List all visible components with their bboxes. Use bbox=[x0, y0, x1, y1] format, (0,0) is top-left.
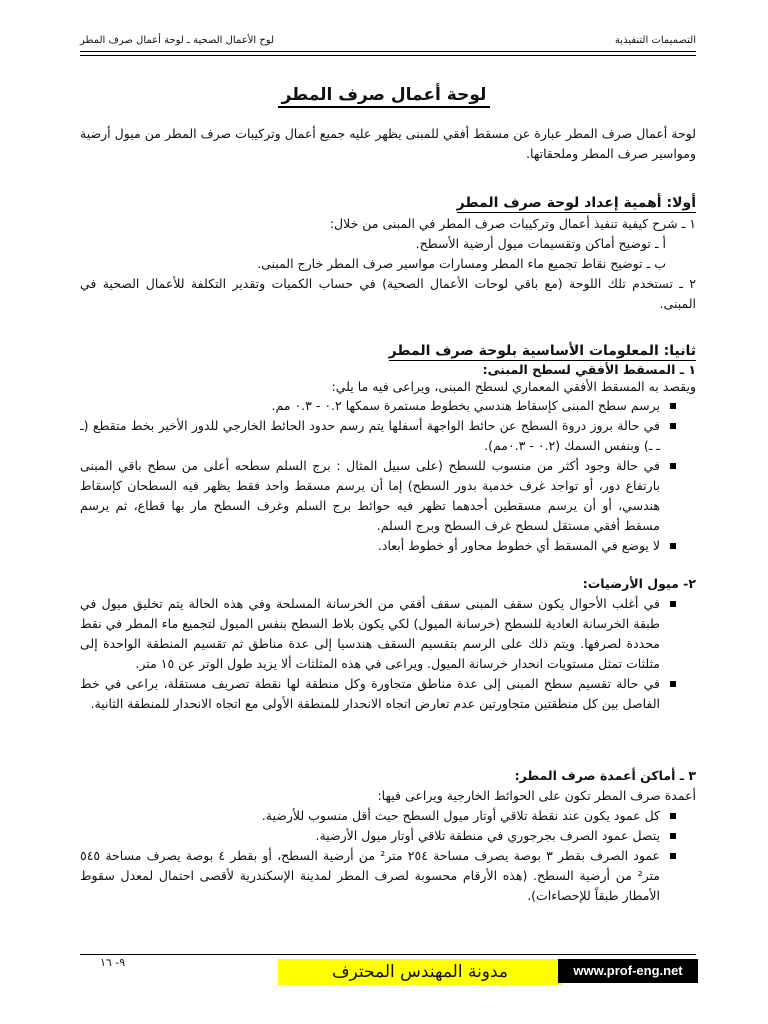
bullet-item: في أغلب الأحوال يكون سقف المبنى سقف أفقي من الخرسانة المسلحة وفي هذه الحالة يتم تخليق ميول في طبقة الخرسانة العادية للسطح (خرسانة الميول) لكي يكون بلاط السطح بنفس الميول لتجميع ماء المطر في نقط محددة لصرفها. ويتم ذلك على الرسم بتقسيم السقف هندسيا إلى عدة مناطق ثم تقسيم المنطقة الواحدة إلى مثلثات تمثل مستويات انحدار خرسانة الميول. ويراعى في هذه المثلثات ألا يزيد طول الوتر عن ١٥ متر. bbox=[80, 594, 676, 674]
page-title bbox=[0, 84, 768, 106]
subsection-2-list bbox=[80, 594, 696, 714]
intro-block bbox=[80, 124, 696, 164]
section-1-heading-text: : أهمية إعداد لوحة صرف المطر bbox=[456, 195, 673, 211]
section-2-heading-label: ثانيا bbox=[669, 343, 696, 359]
section-1-item: ٢ ـ تستخدم تلك اللوحة (مع باقي لوحات الأعمال الصحية) في حساب الكميات وتقدير التكلفة للأعمال الصحية في المبنى. bbox=[80, 276, 696, 311]
section-1 bbox=[80, 192, 696, 314]
subsection-2-title: ٢- ميول الأرضيات: bbox=[582, 576, 696, 591]
page-title-text: لوحة أعمال صرف المطر bbox=[278, 85, 491, 108]
page-number: ٩- ١٦ bbox=[100, 956, 126, 969]
header-rule-thin bbox=[80, 55, 696, 56]
bullet-item: في حالة وجود أكثر من منسوب للسطح (على سبيل المثال : برج السلم سطحه أعلى من سطح باقي المبنى بارتفاع دور، أو تواجد غرف خدمية بدور السطح) إما أن يرسم مسقط واحد فقط يظهر فيه السطحان كإسقاط هندسي، أو أن يرسم مسقطين أحدهما تظهر فيه حوائط برج السلم وغرف السطح مار بها قطاع، ثم يرسم مسقط أفقي مستقل لسطح غرف السطح وبرج السلم. bbox=[80, 456, 676, 536]
section-1-heading-label: أولا bbox=[672, 195, 696, 211]
bullet-item: في حالة بروز دروة السطح عن حائط الواجهة أسفلها يتم رسم حدود الحائط الخارجي للدور الأخير بخط متقطع (ـ ـ ـ) وبنفس السمك (٠.٢ - ٠.٣مم). bbox=[80, 416, 676, 456]
bullet-item: يتصل عمود الصرف بجرجوري في منطقة تلاقي أوتار ميول الأرضية. bbox=[80, 826, 676, 846]
section-1-heading bbox=[80, 192, 696, 214]
running-header bbox=[80, 33, 696, 49]
subsection-1-intro: ويقصد به المسقط الأفقي المعماري لسطح المبنى، ويراعى فيه ما يلي: bbox=[331, 379, 696, 394]
bullet-item: في حالة تقسيم سطح المبنى إلى عدة مناطق متجاورة وكل منطقة لها نقطة تصريف مستقلة، يراعى في خط الفاصل بين كل منطقتين متجاورتين عدم تعارض اتجاه الانحدار للمنطقة الأولى مع اتجاه الانحدار للمنطقة الثانية. bbox=[80, 674, 676, 714]
section-1-item: أ ـ توضيح أماكن وتقسيمات ميول أرضية الأسطح. bbox=[415, 236, 666, 251]
subsection-3-intro: أعمدة صرف المطر تكون على الحوائط الخارجية ويراعى فيها: bbox=[377, 788, 696, 803]
section-1-item: ١ ـ شرح كيفية تنفيذ أعمال وتركيبات صرف المطر في المبنى من خلال: bbox=[329, 216, 696, 231]
subsection-1-list bbox=[80, 396, 696, 556]
site-url-link[interactable]: www.prof-eng.net bbox=[558, 959, 698, 983]
section-2 bbox=[80, 340, 696, 556]
section-1-item: ب ـ توضيح نقاط تجميع ماء المطر ومسارات مواسير صرف المطر خارج المبنى. bbox=[257, 256, 666, 271]
subsection-2 bbox=[80, 574, 696, 714]
subsection-3-title: ٣ ـ أماكن أعمدة صرف المطر: bbox=[514, 768, 696, 783]
header-right-text: التصميمات التنفيذية bbox=[614, 35, 696, 46]
header-left-text: لوح الأعمال الصحية ـ لوحة أعمال صرف المطر bbox=[80, 35, 275, 46]
section-2-heading bbox=[80, 340, 696, 362]
section-2-heading-text: : المعلومات الأساسية بلوحة صرف المطر bbox=[388, 343, 670, 359]
bullet-item: يرسم سطح المبنى كإسقاط هندسي بخطوط مستمرة سمكها ٠.٢ - ٠.٣ مم. bbox=[80, 396, 676, 416]
intro-paragraph: لوحة أعمال صرف المطر عبارة عن مسقط أفقي للمبنى يظهر عليه جميع أعمال وتركيبات صرف المطر من ميول أرضية ومواسير صرف المطر وملحقاتها. bbox=[80, 126, 696, 161]
subsection-3-list bbox=[80, 806, 696, 906]
subsection-3 bbox=[80, 766, 696, 906]
header-rule bbox=[80, 51, 696, 52]
bullet-item: لا يوضع في المسقط أي خطوط محاور أو خطوط أبعاد. bbox=[80, 536, 676, 556]
bullet-item: كل عمود يكون عند نقطة تلاقي أوتار ميول السطح حيث أقل منسوب للأرضية. bbox=[80, 806, 676, 826]
subsection-1-title: ١ ـ المسقط الأفقي لسطح المبنى: bbox=[482, 362, 696, 377]
blog-name-banner: مدونة المهندس المحترف bbox=[278, 959, 562, 985]
footer-rule bbox=[80, 954, 696, 955]
bullet-item: عمود الصرف بقطر ٣ بوصة يصرف مساحة ٢٥٤ متر² من أرضية السطح، أو بقطر ٤ بوصة يصرف مساحة ٥٤٥ متر² من أرضية السطح. (هذه الأرقام محسوبة لصرف المطر لمدينة الإسكندرية لأقصى احتمال لمعدل سقوط الأمطار طبقاً للإحصاءات). bbox=[80, 846, 676, 906]
